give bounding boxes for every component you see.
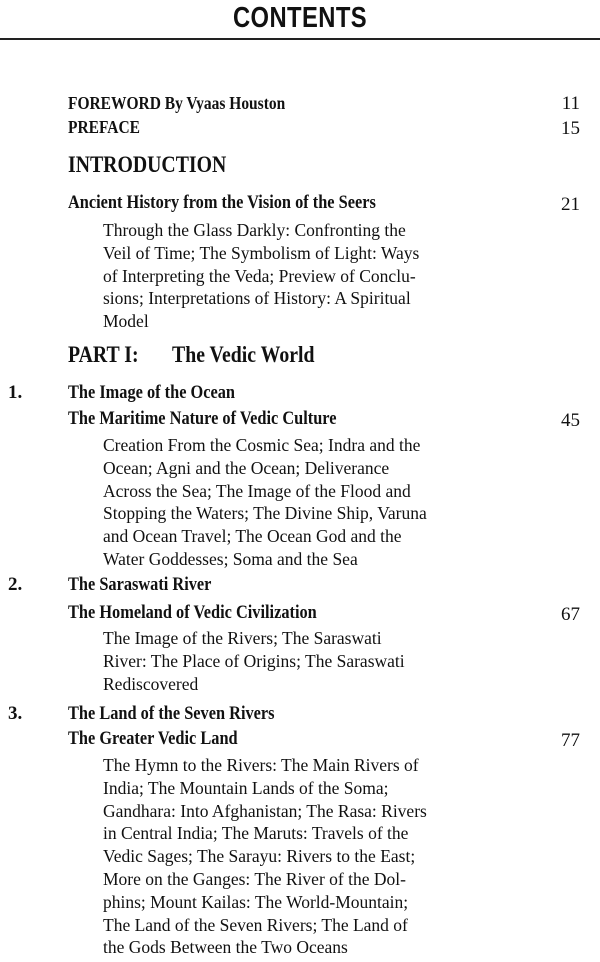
chapter-3-description [103,754,498,959]
chapter-title: The Image of the Ocean [68,382,236,403]
chapter-subtitle: The Maritime Nature of Vedic Culture [68,408,337,429]
description-line: phins; Mount Kailas: The World-Mountain; [103,891,409,912]
chapter-subtitle: The Homeland of Vedic Civilization [68,602,317,623]
toc-entry-preface: PREFACE [68,117,140,137]
description-line: the Gods Between the Two Oceans [103,937,348,958]
description-line: Through the Glass Darkly: Confronting the [103,220,406,240]
page-title: CONTENTS [232,2,368,34]
toc-entry-foreword: FOREWORD By Vyaas Houston [68,93,286,113]
description-line: India; The Mountain Lands of the Soma; [103,777,389,798]
description-line: Rediscovered [103,673,199,694]
description-line: Gandhara: Into Afghanistan; The Rasa: Rivers [103,800,427,821]
page-number-introduction: 21 [561,194,580,215]
part-title: The Vedic World [172,342,315,367]
description-line: The Image of the Rivers; The Saraswati [103,628,382,648]
description-line: sions; Interpretations of History: A Spiritual [103,288,411,309]
description-line: of Interpreting the Veda; Preview of Conclu- [103,265,416,286]
description-line: Water Goddesses; Soma and the Sea [103,548,358,569]
chapter-subtitle: The Greater Vedic Land [68,728,238,749]
description-line: The Hymn to the Rivers: The Main Rivers of [103,755,419,775]
description-line: More on the Ganges: The River of the Dol- [103,868,406,889]
chapter-2-description [103,627,498,695]
description-line: in Central India; The Maruts: Travels of the [103,823,409,844]
page-number-foreword: 11 [561,93,580,114]
introduction-heading: INTRODUCTION [68,152,227,177]
page-number-chapter-3: 77 [561,730,580,751]
chapter-1-description [103,434,498,571]
description-line: Vedic Sages; The Sarayu: Rivers to the East; [103,846,416,867]
chapter-number: 3. [8,703,23,724]
description-line: Veil of Time; The Symbolism of Light: Ways [103,242,420,263]
page-number-preface: 15 [561,118,580,139]
description-line: Across the Sea; The Image of the Flood and [103,480,411,501]
chapter-title: The Saraswati River [68,574,212,595]
description-line: and Ocean Travel; The Ocean God and the [103,526,402,547]
title-rule [0,38,600,40]
chapter-title: The Land of the Seven Rivers [68,703,275,724]
description-line: Model [103,311,149,332]
page-number-chapter-1: 45 [561,410,580,431]
description-line: River: The Place of Origins; The Saraswati [103,650,405,671]
description-line: Creation From the Cosmic Sea; Indra and the [103,435,421,455]
introduction-description [103,219,498,333]
part-label: PART I: [68,342,139,367]
page-number-chapter-2: 67 [561,604,580,625]
description-line: The Land of the Seven Rivers; The Land of [103,914,408,935]
chapter-number: 1. [8,382,23,403]
introduction-section-title: Ancient History from the Vision of the Seers [68,192,376,213]
description-line: Stopping the Waters; The Divine Ship, Varuna [103,503,427,524]
description-line: Ocean; Agni and the Ocean; Deliverance [103,457,390,478]
chapter-number: 2. [8,574,23,595]
